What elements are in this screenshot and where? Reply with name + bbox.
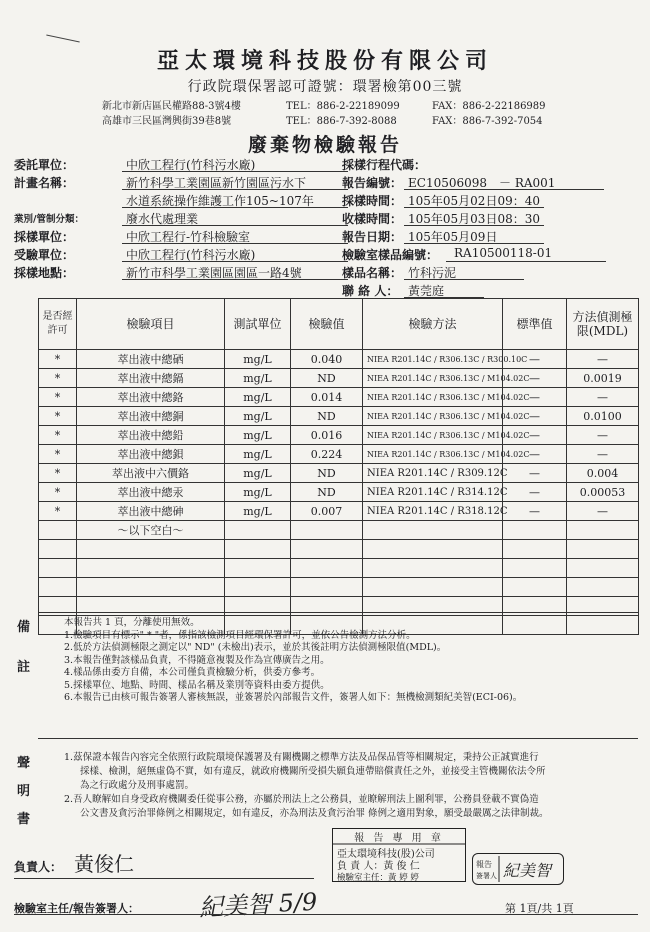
svg-text:報 告 專 用 章: 報 告 專 用 章 bbox=[354, 833, 444, 844]
project-value-1: 新竹科學工業園區新竹園區污水下 bbox=[126, 176, 307, 190]
note-line: 3.本報告僅對該樣品負責，不得隨意複製及作為宣傳廣告之用。 bbox=[64, 654, 330, 666]
client-label: 委託單位： bbox=[14, 158, 75, 172]
cell-standard bbox=[503, 521, 567, 540]
cell-unit: mg/L bbox=[225, 502, 291, 521]
cell-method: NIEA R201.14C / R306.13C / R300.10C bbox=[363, 350, 503, 369]
empty-cell bbox=[225, 540, 291, 559]
svg-text:報告: 報告 bbox=[476, 860, 492, 869]
table-row bbox=[39, 369, 639, 388]
declaration-side-label-1: 聲 bbox=[17, 756, 31, 771]
cell-mdl: — bbox=[567, 426, 639, 445]
empty-cell bbox=[503, 540, 567, 559]
table-row bbox=[39, 426, 639, 445]
empty-cell bbox=[567, 578, 639, 597]
empty-cell bbox=[225, 578, 291, 597]
empty-cell bbox=[77, 540, 225, 559]
cell-standard: — bbox=[503, 388, 567, 407]
empty-cell bbox=[39, 578, 77, 597]
page-number: 第 1頁/共 1頁 bbox=[505, 902, 574, 915]
cell-item: 萃出液中總鋇 bbox=[77, 445, 225, 464]
empty-cell bbox=[503, 559, 567, 578]
handwritten-signature bbox=[196, 886, 326, 930]
declaration-line: 2.吾人瞭解如自身受政府機關委任從事公務，亦屬於刑法上之公務員，並瞭解刑法上圖利罪，公務員登載不實偽造 bbox=[64, 794, 539, 805]
table-row bbox=[39, 464, 639, 483]
cell-accredited: * bbox=[39, 407, 77, 426]
top-mark bbox=[46, 34, 79, 42]
sampling-site-label: 採樣地點： bbox=[14, 266, 75, 280]
note-line: 5.採樣單位、地點、時間、樣品名稱及業別等資料由委方提供。 bbox=[64, 679, 330, 691]
cell-method: NIEA R201.14C / R306.13C / M104.02C bbox=[363, 388, 503, 407]
note-line: 6.本報告已由核可報告簽署人審核無誤，並簽署於內部報告文件，簽署人如下：無機檢測類紀美智(ECI-06)。 bbox=[64, 692, 523, 703]
cell-value: 0.014 bbox=[291, 388, 363, 407]
cell-standard: — bbox=[503, 483, 567, 502]
inspected-unit-value: 中欣工程行(竹科污水廠) bbox=[126, 248, 256, 262]
cell-value: 0.016 bbox=[291, 426, 363, 445]
cell-unit: mg/L bbox=[225, 407, 291, 426]
cell-accredited: * bbox=[39, 388, 77, 407]
svg-text:簽署人: 簽署人 bbox=[476, 872, 497, 880]
tel-taipei: TEL：886-2-22189099 bbox=[286, 101, 400, 112]
cell-method: NIEA R201.14C / R309.12C bbox=[363, 464, 503, 483]
col-unit: 測試單位 bbox=[225, 299, 291, 350]
lab-sample-no-label: 檢驗室樣品編號： bbox=[342, 248, 439, 262]
empty-cell bbox=[39, 540, 77, 559]
notes-side-label-mid: 註 bbox=[17, 660, 31, 675]
results-table bbox=[38, 298, 639, 635]
sample-name-label: 樣品名稱： bbox=[342, 266, 403, 280]
table-row-empty bbox=[39, 559, 639, 578]
cell-unit: mg/L bbox=[225, 426, 291, 445]
empty-cell bbox=[291, 559, 363, 578]
declaration-side-label-2: 明 bbox=[17, 784, 31, 799]
cell-item: ～以下空白～ bbox=[77, 521, 225, 540]
empty-cell bbox=[39, 559, 77, 578]
empty-cell bbox=[567, 540, 639, 559]
fax-taipei: FAX：886-2-22186989 bbox=[432, 101, 546, 112]
table-row bbox=[39, 445, 639, 464]
cell-item: 萃出液中總銅 bbox=[77, 407, 225, 426]
cell-standard: — bbox=[503, 407, 567, 426]
cell-item: 萃出液中總砷 bbox=[77, 502, 225, 521]
table-row bbox=[39, 521, 639, 540]
cell-standard: — bbox=[503, 445, 567, 464]
empty-cell bbox=[363, 578, 503, 597]
cell-method: NIEA R201.14C / R306.13C / M104.02C bbox=[363, 369, 503, 388]
cell-item: 萃出液中總鎘 bbox=[77, 369, 225, 388]
sampling-site-value: 新竹市科學工業園區園區一路4號 bbox=[126, 266, 302, 280]
table-row bbox=[39, 483, 639, 502]
received-time-label: 收樣時間： bbox=[342, 212, 403, 226]
empty-cell bbox=[567, 559, 639, 578]
cell-accredited bbox=[39, 521, 77, 540]
cell-value: ND bbox=[291, 464, 363, 483]
cell-value: ND bbox=[291, 483, 363, 502]
cell-accredited: * bbox=[39, 464, 77, 483]
cell-accredited: * bbox=[39, 445, 77, 464]
supervisor-label: 檢驗室主任/報告簽署人： bbox=[14, 902, 140, 915]
cell-mdl: — bbox=[567, 502, 639, 521]
cell-unit: mg/L bbox=[225, 350, 291, 369]
svg-text:負 責 人：黃 俊 仁: 負 責 人：黃 俊 仁 bbox=[337, 861, 420, 872]
sampling-time-label: 採樣時間： bbox=[342, 194, 403, 208]
sample-name-value: 竹科污泥 bbox=[408, 266, 457, 280]
manager-label: 負責人： bbox=[14, 860, 63, 874]
address-taipei: 新北市新店區民權路88-3號4樓 bbox=[102, 101, 241, 112]
empty-cell bbox=[225, 559, 291, 578]
svg-text:紀美智: 紀美智 bbox=[503, 861, 552, 880]
cell-item: 萃出液中總汞 bbox=[77, 483, 225, 502]
lab-sample-no-value: RA10500118-01 bbox=[454, 246, 553, 260]
table-header-row bbox=[39, 299, 639, 350]
cell-item: 萃出液中總鉻 bbox=[77, 388, 225, 407]
col-accredited: 是否經許可 bbox=[39, 299, 77, 350]
col-item: 檢驗項目 bbox=[77, 299, 225, 350]
cell-unit: mg/L bbox=[225, 388, 291, 407]
declaration-text bbox=[64, 751, 638, 821]
note-line: 4.樣品係由委方自備，本公司僅負責檢驗分析，供委方參考。 bbox=[64, 667, 321, 678]
report-no-value: EC10506098 － RA001 bbox=[408, 176, 556, 190]
cell-value: ND bbox=[291, 407, 363, 426]
notes-list bbox=[64, 617, 522, 705]
cell-value: 0.224 bbox=[291, 445, 363, 464]
cell-method bbox=[363, 521, 503, 540]
cell-accredited: * bbox=[39, 350, 77, 369]
cell-unit bbox=[225, 521, 291, 540]
cell-method: NIEA R201.14C / R306.13C / M104.02C bbox=[363, 407, 503, 426]
empty-cell bbox=[291, 540, 363, 559]
sampling-unit-value: 中欣工程行-竹科檢驗室 bbox=[126, 230, 251, 244]
cell-mdl bbox=[567, 521, 639, 540]
col-value: 檢驗值 bbox=[291, 299, 363, 350]
cell-item: 萃出液中總鉛 bbox=[77, 426, 225, 445]
note-line: 本報告共 1 頁，分離使用無效。 bbox=[64, 617, 200, 628]
cell-unit: mg/L bbox=[225, 483, 291, 502]
svg-text:亞太環境科技(股)公司: 亞太環境科技(股)公司 bbox=[337, 849, 435, 860]
contact-label: 聯 絡 人： bbox=[342, 284, 399, 298]
empty-cell bbox=[503, 578, 567, 597]
empty-cell bbox=[77, 559, 225, 578]
notes-side-label-top: 備 bbox=[17, 620, 31, 635]
svg-text:檢驗室主任：黃 婷 婷: 檢驗室主任：黃 婷 婷 bbox=[337, 873, 419, 883]
col-method: 檢驗方法 bbox=[363, 299, 503, 350]
inspected-unit-label: 受驗單位： bbox=[14, 248, 75, 262]
signatory-stamp bbox=[472, 853, 564, 885]
itinerary-code-label: 採樣行程代碼： bbox=[342, 158, 427, 172]
sampling-unit-label: 採樣單位： bbox=[14, 230, 75, 244]
cell-value: 0.040 bbox=[291, 350, 363, 369]
cell-mdl: 0.0019 bbox=[567, 369, 639, 388]
company-name: 亞太環境科技股份有限公司 bbox=[156, 48, 493, 74]
cell-unit: mg/L bbox=[225, 464, 291, 483]
cell-mdl: 0.0100 bbox=[567, 407, 639, 426]
empty-cell bbox=[77, 578, 225, 597]
cell-unit: mg/L bbox=[225, 445, 291, 464]
empty-cell bbox=[363, 540, 503, 559]
cell-mdl: — bbox=[567, 388, 639, 407]
note-line: 1.檢驗項目有標示" * "者，係指該檢測項目經環保署許可，並依公告檢測方法分析。 bbox=[64, 629, 416, 641]
contact-value: 黃莞庭 bbox=[408, 284, 445, 298]
table-row bbox=[39, 502, 639, 521]
declaration-line: 公文書及貪污治罪條例之相關規定，如有違反，亦為刑法及貪污治罪 條例之適用對象，願受最嚴厲之法律制裁。 bbox=[80, 808, 549, 819]
cell-method: NIEA R201.14C / R318.12C bbox=[363, 502, 503, 521]
cell-method: NIEA R201.14C / R314.12C bbox=[363, 483, 503, 502]
declaration-line: 採樣、檢測，絕無虛偽不實，如有違反，就政府機關所受損失願負連帶賠償責任之外，並接受主管機關依法令所 bbox=[80, 766, 546, 777]
client-value: 中欣工程行(竹科污水廠) bbox=[126, 158, 256, 172]
cell-accredited: * bbox=[39, 483, 77, 502]
address-kaohsiung: 高雄市三民區灣興街39巷8號 bbox=[102, 116, 232, 127]
note-line: 2.低於方法偵測極限之測定以" ND" (未檢出)表示，並於其後註明方法偵測極限值(MDL)。 bbox=[64, 642, 447, 653]
report-no-label: 報告編號： bbox=[342, 176, 403, 190]
cell-value: ND bbox=[291, 369, 363, 388]
sampling-time-value: 105年05月02日09：40 bbox=[408, 194, 540, 208]
cell-item: 萃出液中總硒 bbox=[77, 350, 225, 369]
report-title: 廢棄物檢驗報告 bbox=[247, 134, 402, 156]
cell-accredited: * bbox=[39, 502, 77, 521]
cell-mdl: — bbox=[567, 350, 639, 369]
cell-method: NIEA R201.14C / R306.13C / M104.02C bbox=[363, 445, 503, 464]
report-date-value: 105年05月09日 bbox=[408, 230, 498, 244]
cell-value bbox=[291, 521, 363, 540]
empty-cell bbox=[291, 578, 363, 597]
cell-standard: — bbox=[503, 464, 567, 483]
col-standard: 標準值 bbox=[503, 299, 567, 350]
cell-accredited: * bbox=[39, 369, 77, 388]
declaration-line: 為之行政處分及刑事處罰。 bbox=[80, 780, 195, 791]
cell-standard: — bbox=[503, 426, 567, 445]
project-value-2: 水道系統操作維護工作105~107年 bbox=[126, 194, 314, 208]
empty-cell bbox=[363, 559, 503, 578]
col-mdl: 方法偵測極限(MDL) bbox=[567, 299, 639, 350]
table-row-empty bbox=[39, 540, 639, 559]
table-row bbox=[39, 388, 639, 407]
tel-kaohsiung: TEL：886-7-392-8088 bbox=[286, 116, 397, 127]
cell-item: 萃出液中六價鉻 bbox=[77, 464, 225, 483]
table-row bbox=[39, 350, 639, 369]
cell-standard: — bbox=[503, 350, 567, 369]
license-number: 行政院環保署認可證號：環署檢第00三號 bbox=[187, 79, 463, 95]
table-row-empty bbox=[39, 578, 639, 597]
fax-kaohsiung: FAX：886-7-392-7054 bbox=[432, 116, 543, 127]
declaration-line: 1.茲保證本報告內容完全依照行政院環境保護署及有關機關之標準方法及品保品管等相關規定，秉持公正誠實進行 bbox=[64, 752, 539, 763]
cell-accredited: * bbox=[39, 426, 77, 445]
cell-mdl: 0.004 bbox=[567, 464, 639, 483]
declaration-side-label-3: 書 bbox=[17, 812, 31, 827]
received-time-value: 105年05月03日08：30 bbox=[408, 212, 540, 226]
cell-mdl: 0.00053 bbox=[567, 483, 639, 502]
report-date-label: 報告日期： bbox=[342, 230, 403, 244]
cell-method: NIEA R201.14C / R306.13C / M104.02C bbox=[363, 426, 503, 445]
cell-value: 0.007 bbox=[291, 502, 363, 521]
cell-standard: — bbox=[503, 502, 567, 521]
manager-name: 黃俊仁 bbox=[74, 852, 134, 876]
cell-standard: — bbox=[503, 369, 567, 388]
industry-value: 廢水代處理業 bbox=[126, 212, 199, 226]
industry-label: 業別/管制分類： bbox=[14, 214, 84, 225]
svg-text:紀美智 5/9: 紀美智 5/9 bbox=[198, 887, 318, 922]
cell-mdl: — bbox=[567, 445, 639, 464]
report-seal bbox=[332, 828, 466, 882]
project-label: 計畫名稱： bbox=[14, 176, 75, 190]
table-row bbox=[39, 407, 639, 426]
cell-unit: mg/L bbox=[225, 369, 291, 388]
